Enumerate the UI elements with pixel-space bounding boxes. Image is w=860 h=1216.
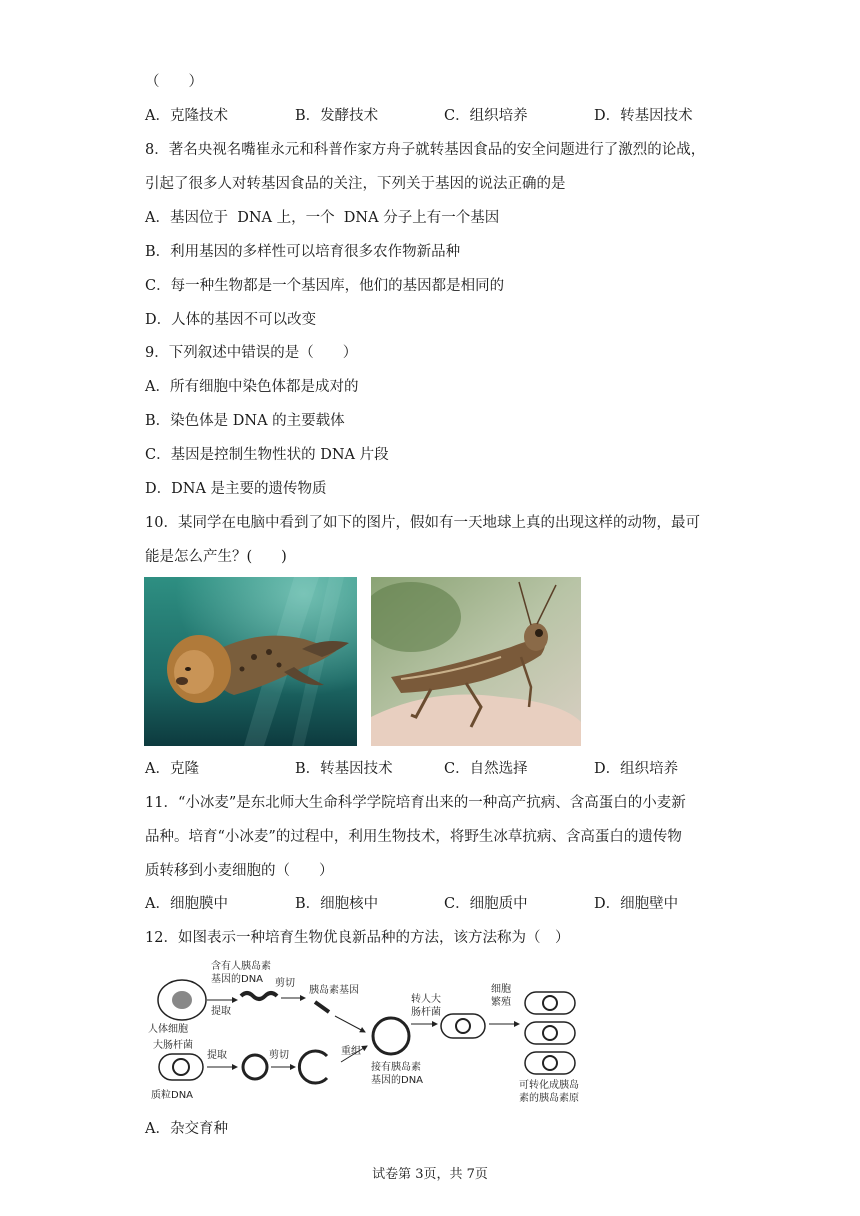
q11-option-b: B．细胞核中 bbox=[295, 896, 379, 912]
cut2-label: 剪切 bbox=[269, 1050, 289, 1061]
q7-option-a: A．克隆技术 bbox=[145, 108, 228, 124]
result-label-1: 可转化成胰岛 bbox=[519, 1080, 579, 1091]
divide-label-1: 细胞 bbox=[491, 984, 511, 995]
q8-option-a: A．基因位于 DNA 上，一个 DNA 分子上有一个基因 bbox=[145, 210, 500, 226]
recomb-dna-label-1: 接有胰岛素 bbox=[371, 1062, 421, 1073]
q7-option-d: D．转基因技术 bbox=[594, 108, 693, 124]
q12-stem: 12．如图表示一种培育生物优良新品种的方法，该方法称为（ ） bbox=[145, 930, 570, 946]
recomb-dna-label-2: 基因的DNA bbox=[371, 1075, 424, 1086]
q11-stem-line3: 质转移到小麦细胞的（ ） bbox=[145, 863, 334, 879]
into-ecoli-label-1: 转人大 bbox=[411, 994, 441, 1005]
q7-paren: （ ） bbox=[145, 74, 203, 90]
gene-dna-label-2: 基因的DNA bbox=[211, 974, 264, 985]
q9-stem: 9．下列叙述中错误的是（ ） bbox=[145, 345, 358, 361]
q8-option-b: B．利用基因的多样性可以培育很多农作物新品种 bbox=[145, 244, 461, 260]
q10-option-d: D．组织培养 bbox=[594, 761, 679, 777]
cut-label: 剪切 bbox=[275, 978, 295, 989]
q7-option-c: C．组织培养 bbox=[444, 108, 528, 124]
q11-stem-line2: 品种。培育“小冰麦”的过程中，利用生物技术，将野生冰草抗病、含高蛋白的遗传物 bbox=[145, 829, 682, 845]
q10-option-b: B．转基因技术 bbox=[295, 761, 393, 777]
q9-option-b: B．染色体是 DNA 的主要载体 bbox=[145, 413, 345, 429]
q8-stem-line1: 8．著名央视名嘴崔永元和科普作家方舟子就转基因食品的安全问题进行了激烈的论战， bbox=[145, 142, 706, 158]
q10-option-c: C．自然选择 bbox=[444, 761, 528, 777]
q8-option-d: D．人体的基因不可以改变 bbox=[145, 312, 317, 328]
q9-option-c: C．基因是控制生物性状的 DNA 片段 bbox=[145, 447, 389, 463]
q9-option-d: D．DNA 是主要的遗传物质 bbox=[145, 481, 327, 497]
q11-stem-line1: 11．“小冰麦”是东北师大生命科学学院培育出来的一种高产抗病、含高蛋白的小麦新 bbox=[145, 795, 686, 811]
extract2-label: 提取 bbox=[207, 1050, 227, 1061]
divide-label-2: 繁殖 bbox=[491, 997, 511, 1008]
q11-option-a: A．细胞膜中 bbox=[145, 896, 228, 912]
lion-seal-photo bbox=[144, 577, 357, 746]
human-cell-label: 人体细胞 bbox=[148, 1024, 188, 1035]
insulin-gene-label: 胰岛素基因 bbox=[309, 985, 359, 996]
q7-option-b: B．发酵技术 bbox=[295, 108, 379, 124]
q11-option-d: D．细胞壁中 bbox=[594, 896, 679, 912]
grasshopper-photo bbox=[371, 577, 581, 746]
ecoli-label: 大肠杆菌 bbox=[153, 1040, 193, 1051]
q11-option-c: C．细胞质中 bbox=[444, 896, 528, 912]
insulin-gene-diagram bbox=[145, 958, 595, 1110]
page-footer: 试卷第 3页，共 7页 bbox=[372, 1167, 488, 1182]
q10-option-a: A．克隆 bbox=[145, 761, 199, 777]
recombine-label: 重组 bbox=[341, 1046, 361, 1057]
plasmid-label: 质粒DNA bbox=[151, 1090, 194, 1101]
into-ecoli-label-2: 肠杆菌 bbox=[411, 1007, 441, 1018]
q12-option-a: A．杂交育种 bbox=[145, 1121, 228, 1137]
q10-stem-line1: 10．某同学在电脑中看到了如下的图片，假如有一天地球上真的出现这样的动物，最可 bbox=[145, 515, 700, 531]
gene-dna-label-1: 含有人胰岛素 bbox=[211, 961, 271, 972]
extract-label: 提取 bbox=[211, 1006, 231, 1017]
q8-option-c: C．每一种生物都是一个基因库，他们的基因都是相同的 bbox=[145, 278, 505, 294]
q9-option-a: A．所有细胞中染色体都是成对的 bbox=[145, 379, 359, 395]
q8-stem-line2: 引起了很多人对转基因食品的关注，下列关于基因的说法正确的是 bbox=[145, 176, 566, 192]
result-label-2: 素的胰岛素原 bbox=[519, 1093, 579, 1104]
q10-stem-line2: 能是怎么产生？( ) bbox=[145, 549, 287, 565]
